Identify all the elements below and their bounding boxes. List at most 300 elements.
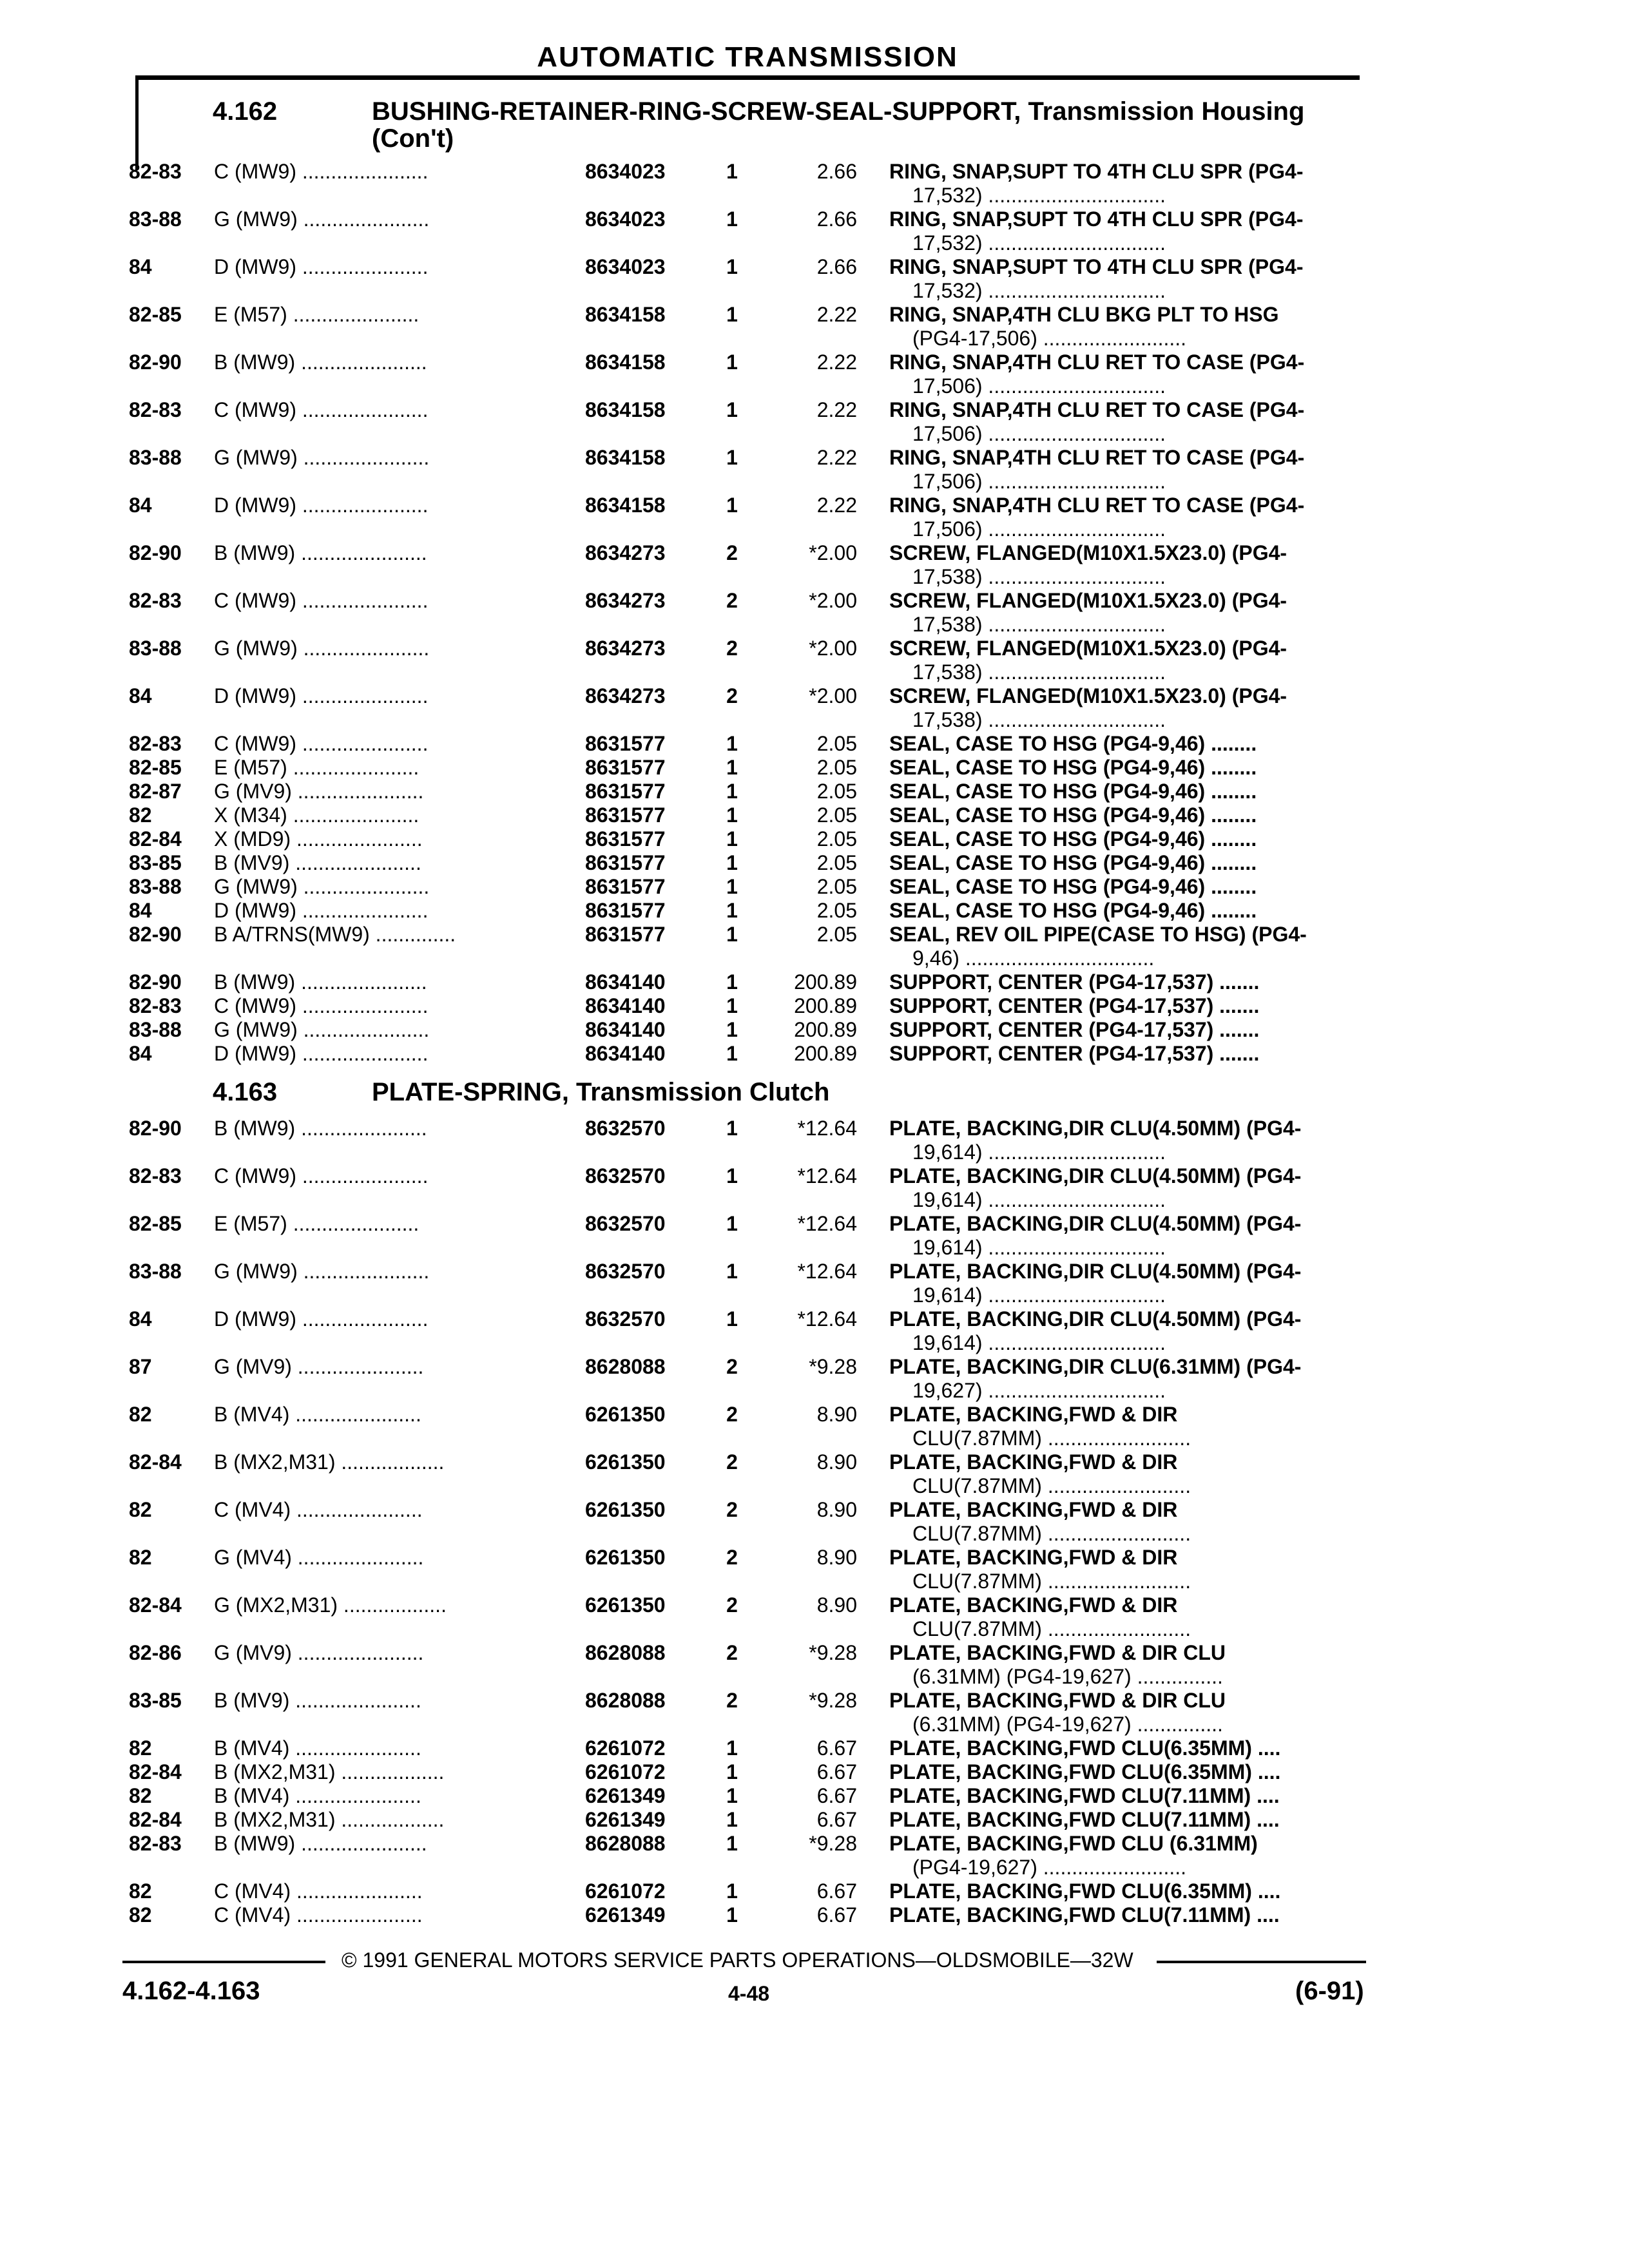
quantity-cell: 1 xyxy=(726,398,738,421)
part-number-cell: 8631577 xyxy=(585,732,666,755)
description-cell xyxy=(889,827,1379,851)
part-number-cell: 6261350 xyxy=(585,1498,666,1521)
quantity-cell: 2 xyxy=(726,1689,738,1712)
description-line: PLATE, BACKING,FWD CLU (6.31MM) xyxy=(889,1832,1258,1855)
model-cell: G (MV4) ...................... xyxy=(214,1546,424,1569)
year-cell: 83-88 xyxy=(129,446,182,469)
description-line: RING, SNAP,4TH CLU RET TO CASE (PG4- xyxy=(889,446,1305,469)
price-cell: 2.05 xyxy=(816,875,857,898)
description-cell xyxy=(889,1784,1379,1808)
description-continuation: CLU(7.87MM) ......................... xyxy=(912,1427,1191,1450)
quantity-cell: 1 xyxy=(726,1808,738,1831)
price-cell: *2.00 xyxy=(809,637,857,660)
price-cell: *9.28 xyxy=(809,1641,857,1664)
year-cell: 82-84 xyxy=(129,1760,182,1783)
part-number-cell: 8631577 xyxy=(585,899,666,922)
quantity-cell: 1 xyxy=(726,970,738,994)
part-number-cell: 8634023 xyxy=(585,255,666,278)
description-cell xyxy=(889,1879,1379,1903)
description-cell xyxy=(889,1903,1379,1927)
price-cell: 200.89 xyxy=(794,1042,857,1065)
description-line: SEAL, CASE TO HSG (PG4-9,46) ........ xyxy=(889,756,1257,779)
quantity-cell: 1 xyxy=(726,875,738,898)
model-cell: G (MW9) ...................... xyxy=(214,875,430,898)
description-cell xyxy=(889,1355,1379,1403)
model-cell: G (MW9) ...................... xyxy=(214,1260,430,1283)
description-continuation: 17,538) ............................... xyxy=(912,708,1166,731)
description-line: SEAL, CASE TO HSG (PG4-9,46) ........ xyxy=(889,803,1257,827)
year-cell: 84 xyxy=(129,494,152,517)
year-cell: 82-84 xyxy=(129,1593,182,1617)
year-cell: 82 xyxy=(129,1546,152,1569)
price-cell: *12.64 xyxy=(797,1212,857,1235)
model-cell: C (MW9) ...................... xyxy=(214,1164,429,1187)
description-line: PLATE, BACKING,DIR CLU(4.50MM) (PG4- xyxy=(889,1260,1302,1283)
description-continuation: 17,538) ............................... xyxy=(912,565,1166,588)
year-cell: 84 xyxy=(129,899,152,922)
part-number-cell: 8632570 xyxy=(585,1117,666,1140)
model-cell: G (MW9) ...................... xyxy=(214,1018,430,1041)
model-cell: B (MX2,M31) .................. xyxy=(214,1450,445,1474)
part-number-cell: 8631577 xyxy=(585,923,666,946)
description-cell xyxy=(889,1260,1379,1307)
model-cell: C (MW9) ...................... xyxy=(214,160,429,183)
quantity-cell: 1 xyxy=(726,1042,738,1065)
year-cell: 82 xyxy=(129,1403,152,1426)
description-cell xyxy=(889,780,1379,803)
year-cell: 83-88 xyxy=(129,875,182,898)
description-continuation: CLU(7.87MM) ......................... xyxy=(912,1617,1191,1640)
model-cell: G (MX2,M31) .................. xyxy=(214,1593,447,1617)
model-cell: D (MW9) ...................... xyxy=(214,494,429,517)
description-line: SCREW, FLANGED(M10X1.5X23.0) (PG4- xyxy=(889,684,1287,707)
price-cell: 2.22 xyxy=(816,303,857,326)
year-cell: 82-83 xyxy=(129,1832,182,1855)
price-cell: 2.05 xyxy=(816,923,857,946)
description-cell xyxy=(889,1832,1379,1879)
quantity-cell: 1 xyxy=(726,303,738,326)
price-cell: *9.28 xyxy=(809,1355,857,1378)
quantity-cell: 2 xyxy=(726,1498,738,1521)
quantity-cell: 1 xyxy=(726,1832,738,1855)
year-cell: 82-83 xyxy=(129,994,182,1017)
description-continuation: 17,532) ............................... xyxy=(912,279,1166,302)
model-cell: B (MV9) ...................... xyxy=(214,1689,421,1712)
description-continuation: 17,506) ............................... xyxy=(912,470,1166,493)
description-line: PLATE, BACKING,FWD & DIR xyxy=(889,1403,1178,1426)
quantity-cell: 1 xyxy=(726,1307,738,1331)
description-line: PLATE, BACKING,DIR CLU(6.31MM) (PG4- xyxy=(889,1355,1302,1378)
header-rule xyxy=(135,75,1360,80)
year-cell: 82-90 xyxy=(129,970,182,994)
description-cell xyxy=(889,970,1379,994)
quantity-cell: 1 xyxy=(726,160,738,183)
footer-rule-right xyxy=(1157,1961,1366,1963)
part-number-cell: 8634023 xyxy=(585,207,666,231)
price-cell: 2.66 xyxy=(816,255,857,278)
part-number-cell: 6261349 xyxy=(585,1903,666,1927)
year-cell: 82-87 xyxy=(129,780,182,803)
description-cell xyxy=(889,1546,1379,1593)
year-cell: 82-83 xyxy=(129,398,182,421)
part-number-cell: 8634273 xyxy=(585,541,666,564)
price-cell: 6.67 xyxy=(816,1736,857,1760)
quantity-cell: 2 xyxy=(726,684,738,707)
quantity-cell: 1 xyxy=(726,994,738,1017)
page-title: AUTOMATIC TRANSMISSION xyxy=(537,41,958,73)
description-line: RING, SNAP,SUPT TO 4TH CLU SPR (PG4- xyxy=(889,207,1304,231)
price-cell: 6.67 xyxy=(816,1903,857,1927)
description-continuation: 17,532) ............................... xyxy=(912,184,1166,207)
year-cell: 82 xyxy=(129,803,152,827)
quantity-cell: 2 xyxy=(726,1355,738,1378)
model-cell: X (MD9) ...................... xyxy=(214,827,423,850)
model-cell: B (MW9) ...................... xyxy=(214,1117,427,1140)
model-cell: E (M57) ...................... xyxy=(214,303,419,326)
part-number-cell: 8634158 xyxy=(585,303,666,326)
description-cell xyxy=(889,851,1379,875)
part-number-cell: 6261349 xyxy=(585,1808,666,1831)
year-cell: 84 xyxy=(129,1307,152,1331)
description-continuation: 19,614) ............................... xyxy=(912,1283,1166,1307)
price-cell: 8.90 xyxy=(816,1498,857,1521)
quantity-cell: 1 xyxy=(726,1903,738,1927)
description-cell xyxy=(889,589,1379,637)
quantity-cell: 1 xyxy=(726,1117,738,1140)
model-cell: D (MW9) ...................... xyxy=(214,899,429,922)
model-cell: C (MW9) ...................... xyxy=(214,398,429,421)
part-number-cell: 8628088 xyxy=(585,1355,666,1378)
quantity-cell: 1 xyxy=(726,1212,738,1235)
quantity-cell: 2 xyxy=(726,1546,738,1569)
description-cell xyxy=(889,875,1379,899)
description-line: PLATE, BACKING,FWD & DIR CLU xyxy=(889,1689,1226,1712)
model-cell: D (MW9) ...................... xyxy=(214,255,429,278)
quantity-cell: 2 xyxy=(726,1641,738,1664)
section-title: BUSHING-RETAINER-RING-SCREW-SEAL-SUPPORT, Transmission Housing (Con't) xyxy=(372,97,1305,153)
quantity-cell: 2 xyxy=(726,637,738,660)
price-cell: 2.05 xyxy=(816,851,857,874)
section-number: 4.163 xyxy=(213,1078,278,1106)
price-cell: 2.05 xyxy=(816,756,857,779)
description-continuation: 19,614) ............................... xyxy=(912,1331,1166,1354)
description-line: PLATE, BACKING,DIR CLU(4.50MM) (PG4- xyxy=(889,1164,1302,1187)
description-cell xyxy=(889,494,1379,541)
year-cell: 83-85 xyxy=(129,851,182,874)
quantity-cell: 1 xyxy=(726,351,738,374)
part-number-cell: 8634023 xyxy=(585,160,666,183)
model-cell: B (MW9) ...................... xyxy=(214,351,427,374)
section-number: 4.162 xyxy=(213,97,278,126)
year-cell: 82-85 xyxy=(129,756,182,779)
description-cell xyxy=(889,541,1379,589)
price-cell: *12.64 xyxy=(797,1260,857,1283)
description-continuation: 17,506) ............................... xyxy=(912,422,1166,445)
description-line: SCREW, FLANGED(M10X1.5X23.0) (PG4- xyxy=(889,541,1287,564)
year-cell: 83-88 xyxy=(129,1260,182,1283)
price-cell: 8.90 xyxy=(816,1403,857,1426)
description-line: PLATE, BACKING,FWD CLU(6.35MM) .... xyxy=(889,1760,1281,1783)
description-cell xyxy=(889,899,1379,923)
part-number-cell: 8634273 xyxy=(585,684,666,707)
model-cell: G (MW9) ...................... xyxy=(214,637,430,660)
description-line: PLATE, BACKING,DIR CLU(4.50MM) (PG4- xyxy=(889,1307,1302,1331)
year-cell: 82-84 xyxy=(129,827,182,850)
description-line: PLATE, BACKING,DIR CLU(4.50MM) (PG4- xyxy=(889,1212,1302,1235)
price-cell: 8.90 xyxy=(816,1593,857,1617)
part-number-cell: 8632570 xyxy=(585,1212,666,1235)
description-line: SUPPORT, CENTER (PG4-17,537) ....... xyxy=(889,1042,1260,1065)
price-cell: 2.05 xyxy=(816,899,857,922)
model-cell: G (MV9) ...................... xyxy=(214,780,424,803)
price-cell: 8.90 xyxy=(816,1450,857,1474)
quantity-cell: 1 xyxy=(726,780,738,803)
description-line: SEAL, CASE TO HSG (PG4-9,46) ........ xyxy=(889,827,1257,850)
year-cell: 82 xyxy=(129,1498,152,1521)
year-cell: 87 xyxy=(129,1355,152,1378)
description-cell xyxy=(889,1808,1379,1832)
description-continuation: 17,532) ............................... xyxy=(912,231,1166,255)
description-continuation: (PG4-19,627) ......................... xyxy=(912,1856,1187,1879)
model-cell: G (MV9) ...................... xyxy=(214,1355,424,1378)
year-cell: 82 xyxy=(129,1784,152,1807)
price-cell: 2.22 xyxy=(816,351,857,374)
description-cell xyxy=(889,1307,1379,1355)
footer-copyright: © 1991 GENERAL MOTORS SERVICE PARTS OPERATIONS—OLDSMOBILE—32W xyxy=(342,1948,1133,1972)
quantity-cell: 2 xyxy=(726,1403,738,1426)
description-cell xyxy=(889,1450,1379,1498)
year-cell: 82-84 xyxy=(129,1808,182,1831)
model-cell: C (MV4) ...................... xyxy=(214,1498,423,1521)
description-cell xyxy=(889,1117,1379,1164)
description-cell xyxy=(889,207,1379,255)
description-line: SCREW, FLANGED(M10X1.5X23.0) (PG4- xyxy=(889,589,1287,612)
part-number-cell: 8634158 xyxy=(585,398,666,421)
quantity-cell: 1 xyxy=(726,1760,738,1783)
description-line: SEAL, CASE TO HSG (PG4-9,46) ........ xyxy=(889,851,1257,874)
model-cell: G (MW9) ...................... xyxy=(214,446,430,469)
description-cell xyxy=(889,994,1379,1018)
model-cell: G (MW9) ...................... xyxy=(214,207,430,231)
year-cell: 84 xyxy=(129,684,152,707)
model-cell: B (MV9) ...................... xyxy=(214,851,421,874)
part-number-cell: 8634158 xyxy=(585,446,666,469)
year-cell: 82-90 xyxy=(129,1117,182,1140)
year-cell: 82-83 xyxy=(129,1164,182,1187)
description-line: SUPPORT, CENTER (PG4-17,537) ....... xyxy=(889,1018,1260,1041)
model-cell: E (M57) ...................... xyxy=(214,756,419,779)
part-number-cell: 6261350 xyxy=(585,1593,666,1617)
price-cell: 2.05 xyxy=(816,732,857,755)
year-cell: 82 xyxy=(129,1736,152,1760)
price-cell: *12.64 xyxy=(797,1117,857,1140)
part-number-cell: 8632570 xyxy=(585,1164,666,1187)
part-number-cell: 8634140 xyxy=(585,1042,666,1065)
quantity-cell: 1 xyxy=(726,923,738,946)
description-line: SUPPORT, CENTER (PG4-17,537) ....... xyxy=(889,994,1260,1017)
description-cell xyxy=(889,637,1379,684)
price-cell: 2.22 xyxy=(816,494,857,517)
price-cell: *2.00 xyxy=(809,541,857,564)
description-cell xyxy=(889,803,1379,827)
model-cell: X (M34) ...................... xyxy=(214,803,419,827)
year-cell: 82-85 xyxy=(129,303,182,326)
description-cell xyxy=(889,1760,1379,1784)
description-continuation: CLU(7.87MM) ......................... xyxy=(912,1570,1191,1593)
description-line: SUPPORT, CENTER (PG4-17,537) ....... xyxy=(889,970,1260,994)
description-cell xyxy=(889,1593,1379,1641)
description-cell xyxy=(889,446,1379,494)
description-continuation: CLU(7.87MM) ......................... xyxy=(912,1522,1191,1545)
quantity-cell: 1 xyxy=(726,851,738,874)
description-line: PLATE, BACKING,FWD & DIR xyxy=(889,1450,1178,1474)
description-line: RING, SNAP,4TH CLU RET TO CASE (PG4- xyxy=(889,494,1305,517)
model-cell: C (MW9) ...................... xyxy=(214,732,429,755)
description-cell xyxy=(889,684,1379,732)
part-number-cell: 6261072 xyxy=(585,1879,666,1903)
quantity-cell: 2 xyxy=(726,1593,738,1617)
part-number-cell: 8634158 xyxy=(585,351,666,374)
year-cell: 82-83 xyxy=(129,732,182,755)
model-cell: E (M57) ...................... xyxy=(214,1212,419,1235)
description-cell xyxy=(889,1212,1379,1260)
description-cell xyxy=(889,1018,1379,1042)
description-line: SEAL, CASE TO HSG (PG4-9,46) ........ xyxy=(889,875,1257,898)
footer-page-number: 4-48 xyxy=(728,1982,770,2005)
part-number-cell: 8631577 xyxy=(585,875,666,898)
price-cell: 6.67 xyxy=(816,1879,857,1903)
description-line: PLATE, BACKING,FWD CLU(6.35MM) .... xyxy=(889,1879,1281,1903)
price-cell: 200.89 xyxy=(794,970,857,994)
quantity-cell: 1 xyxy=(726,494,738,517)
model-cell: B (MV4) ...................... xyxy=(214,1784,421,1807)
description-line: RING, SNAP,4TH CLU RET TO CASE (PG4- xyxy=(889,398,1305,421)
year-cell: 84 xyxy=(129,1042,152,1065)
price-cell: 2.22 xyxy=(816,446,857,469)
description-line: RING, SNAP,SUPT TO 4TH CLU SPR (PG4- xyxy=(889,255,1304,278)
price-cell: 6.67 xyxy=(816,1760,857,1783)
model-cell: C (MV4) ...................... xyxy=(214,1879,423,1903)
part-number-cell: 6261350 xyxy=(585,1546,666,1569)
price-cell: 2.22 xyxy=(816,398,857,421)
year-cell: 83-88 xyxy=(129,637,182,660)
part-number-cell: 8631577 xyxy=(585,803,666,827)
model-cell: D (MW9) ...................... xyxy=(214,1042,429,1065)
price-cell: 2.05 xyxy=(816,780,857,803)
model-cell: D (MW9) ...................... xyxy=(214,684,429,707)
year-cell: 82-85 xyxy=(129,1212,182,1235)
quantity-cell: 1 xyxy=(726,756,738,779)
description-continuation: 17,538) ............................... xyxy=(912,660,1166,684)
year-cell: 82-90 xyxy=(129,351,182,374)
price-cell: 8.90 xyxy=(816,1546,857,1569)
model-cell: C (MV4) ...................... xyxy=(214,1903,423,1927)
part-number-cell: 6261349 xyxy=(585,1784,666,1807)
model-cell: B (MV4) ...................... xyxy=(214,1736,421,1760)
model-cell: B (MX2,M31) .................. xyxy=(214,1760,445,1783)
year-cell: 82 xyxy=(129,1879,152,1903)
description-cell xyxy=(889,1498,1379,1546)
description-continuation: 19,614) ............................... xyxy=(912,1236,1166,1259)
part-number-cell: 8631577 xyxy=(585,851,666,874)
quantity-cell: 2 xyxy=(726,1450,738,1474)
quantity-cell: 2 xyxy=(726,541,738,564)
description-continuation: (6.31MM) (PG4-19,627) ............... xyxy=(912,1665,1223,1688)
quantity-cell: 1 xyxy=(726,446,738,469)
part-number-cell: 6261072 xyxy=(585,1736,666,1760)
part-number-cell: 8634273 xyxy=(585,637,666,660)
description-continuation: 17,538) ............................... xyxy=(912,613,1166,636)
description-line: RING, SNAP,SUPT TO 4TH CLU SPR (PG4- xyxy=(889,160,1304,183)
part-number-cell: 8632570 xyxy=(585,1260,666,1283)
model-cell: C (MW9) ...................... xyxy=(214,589,429,612)
part-number-cell: 8632570 xyxy=(585,1307,666,1331)
price-cell: *2.00 xyxy=(809,684,857,707)
description-cell xyxy=(889,756,1379,780)
part-number-cell: 8628088 xyxy=(585,1832,666,1855)
description-line: SEAL, CASE TO HSG (PG4-9,46) ........ xyxy=(889,732,1257,755)
year-cell: 82-84 xyxy=(129,1450,182,1474)
model-cell: B (MW9) ...................... xyxy=(214,541,427,564)
price-cell: 200.89 xyxy=(794,1018,857,1041)
description-line: RING, SNAP,4TH CLU BKG PLT TO HSG xyxy=(889,303,1279,326)
description-line: PLATE, BACKING,FWD & DIR xyxy=(889,1498,1178,1521)
description-cell xyxy=(889,160,1379,207)
description-line: PLATE, BACKING,FWD & DIR CLU xyxy=(889,1641,1226,1664)
description-cell xyxy=(889,732,1379,756)
section-title: PLATE-SPRING, Transmission Clutch xyxy=(372,1078,830,1106)
price-cell: 2.66 xyxy=(816,160,857,183)
quantity-cell: 1 xyxy=(726,1260,738,1283)
quantity-cell: 1 xyxy=(726,1164,738,1187)
price-cell: 2.05 xyxy=(816,827,857,850)
year-cell: 82-83 xyxy=(129,589,182,612)
description-continuation: 17,506) ............................... xyxy=(912,517,1166,541)
description-cell xyxy=(889,1042,1379,1066)
description-line: PLATE, BACKING,FWD CLU(7.11MM) .... xyxy=(889,1808,1280,1831)
quantity-cell: 1 xyxy=(726,1018,738,1041)
quantity-cell: 1 xyxy=(726,803,738,827)
description-cell xyxy=(889,1641,1379,1689)
description-line: RING, SNAP,4TH CLU RET TO CASE (PG4- xyxy=(889,351,1305,374)
description-continuation: 17,506) ............................... xyxy=(912,374,1166,398)
part-number-cell: 8634158 xyxy=(585,494,666,517)
model-cell: B (MX2,M31) .................. xyxy=(214,1808,445,1831)
description-cell xyxy=(889,351,1379,398)
quantity-cell: 1 xyxy=(726,207,738,231)
description-continuation: (6.31MM) (PG4-19,627) ............... xyxy=(912,1713,1223,1736)
price-cell: *12.64 xyxy=(797,1164,857,1187)
part-number-cell: 8631577 xyxy=(585,827,666,850)
price-cell: *9.28 xyxy=(809,1832,857,1855)
part-number-cell: 8631577 xyxy=(585,756,666,779)
model-cell: B A/TRNS(MW9) .............. xyxy=(214,923,456,946)
footer-section-range: 4.162-4.163 xyxy=(122,1977,260,2005)
description-line: PLATE, BACKING,FWD CLU(6.35MM) .... xyxy=(889,1736,1281,1760)
description-cell xyxy=(889,255,1379,303)
price-cell: *9.28 xyxy=(809,1689,857,1712)
model-cell: C (MW9) ...................... xyxy=(214,994,429,1017)
quantity-cell: 1 xyxy=(726,1784,738,1807)
description-continuation: 19,627) ............................... xyxy=(912,1379,1166,1402)
model-cell: B (MW9) ...................... xyxy=(214,1832,427,1855)
year-cell: 83-88 xyxy=(129,1018,182,1041)
price-cell: *12.64 xyxy=(797,1307,857,1331)
description-line: PLATE, BACKING,FWD CLU(7.11MM) .... xyxy=(889,1784,1280,1807)
quantity-cell: 1 xyxy=(726,1736,738,1760)
quantity-cell: 1 xyxy=(726,827,738,850)
description-continuation: 19,614) ............................... xyxy=(912,1188,1166,1211)
